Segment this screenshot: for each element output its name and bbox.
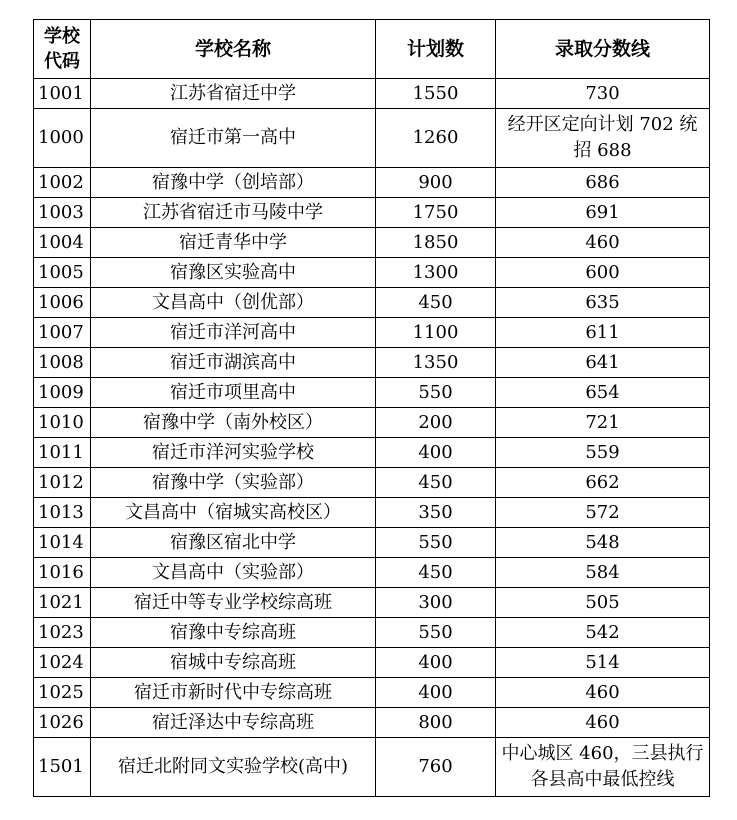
school-code: 1009 (34, 378, 91, 408)
school-code: 1004 (34, 228, 91, 258)
school-code: 1002 (34, 168, 91, 198)
school-code: 1001 (34, 79, 91, 109)
school-name: 文昌高中（创优部） (91, 288, 376, 318)
school-code: 1012 (34, 468, 91, 498)
table-row (34, 228, 710, 258)
plan-count: 550 (376, 378, 496, 408)
cutoff-score: 559 (496, 438, 710, 468)
school-name: 文昌高中（实验部） (91, 558, 376, 588)
plan-count: 1260 (376, 109, 496, 168)
table-row (34, 348, 710, 378)
table-row (34, 79, 710, 109)
plan-count: 760 (376, 738, 496, 797)
table-row (34, 288, 710, 318)
school-code: 1000 (34, 109, 91, 168)
school-code: 1025 (34, 678, 91, 708)
header-plan-count: 计划数 (376, 20, 496, 79)
school-code: 1008 (34, 348, 91, 378)
school-code: 1021 (34, 588, 91, 618)
school-code: 1014 (34, 528, 91, 558)
school-name: 宿迁市洋河实验学校 (91, 438, 376, 468)
table-row (34, 318, 710, 348)
table-row (34, 498, 710, 528)
school-name: 宿迁市湖滨高中 (91, 348, 376, 378)
school-name: 江苏省宿迁中学 (91, 79, 376, 109)
table-row (34, 258, 710, 288)
cutoff-score: 中心城区 460，三县执行各县高中最低控线 (496, 738, 710, 797)
school-code: 1005 (34, 258, 91, 288)
cutoff-score: 505 (496, 588, 710, 618)
table-row (34, 678, 710, 708)
cutoff-score: 460 (496, 708, 710, 738)
header-school-name: 学校名称 (91, 20, 376, 79)
school-name: 宿豫中学（创培部） (91, 168, 376, 198)
plan-count: 450 (376, 558, 496, 588)
cutoff-score: 548 (496, 528, 710, 558)
table-row (34, 168, 710, 198)
school-name: 宿迁市第一高中 (91, 109, 376, 168)
cutoff-score: 611 (496, 318, 710, 348)
table-header-row (34, 20, 710, 79)
table-row (34, 378, 710, 408)
school-code: 1024 (34, 648, 91, 678)
plan-count: 450 (376, 288, 496, 318)
plan-count: 1850 (376, 228, 496, 258)
school-name: 宿迁市项里高中 (91, 378, 376, 408)
table-row (34, 648, 710, 678)
school-code: 1016 (34, 558, 91, 588)
school-name: 宿城中专综高班 (91, 648, 376, 678)
plan-count: 1300 (376, 258, 496, 288)
plan-count: 400 (376, 648, 496, 678)
school-code: 1006 (34, 288, 91, 318)
cutoff-score: 600 (496, 258, 710, 288)
cutoff-score: 721 (496, 408, 710, 438)
cutoff-score: 641 (496, 348, 710, 378)
table-row (34, 109, 710, 168)
school-name: 宿迁青华中学 (91, 228, 376, 258)
cutoff-score: 654 (496, 378, 710, 408)
table-row (34, 588, 710, 618)
cutoff-score: 686 (496, 168, 710, 198)
table-row (34, 198, 710, 228)
school-name: 江苏省宿迁市马陵中学 (91, 198, 376, 228)
plan-count: 1750 (376, 198, 496, 228)
cutoff-score: 572 (496, 498, 710, 528)
table-row (34, 738, 710, 797)
admission-table (33, 19, 710, 797)
school-name: 宿豫中学（实验部） (91, 468, 376, 498)
cutoff-score: 542 (496, 618, 710, 648)
cutoff-score: 514 (496, 648, 710, 678)
school-code: 1011 (34, 438, 91, 468)
school-name: 宿迁北附同文实验学校(高中) (91, 738, 376, 797)
table-row (34, 408, 710, 438)
school-name: 宿豫区实验高中 (91, 258, 376, 288)
plan-count: 800 (376, 708, 496, 738)
cutoff-score: 经开区定向计划 702 统招 688 (496, 109, 710, 168)
school-name: 宿迁市洋河高中 (91, 318, 376, 348)
cutoff-score: 730 (496, 79, 710, 109)
table-row (34, 438, 710, 468)
school-name: 宿豫区宿北中学 (91, 528, 376, 558)
plan-count: 1550 (376, 79, 496, 109)
school-name: 宿迁市新时代中专综高班 (91, 678, 376, 708)
cutoff-score: 460 (496, 678, 710, 708)
plan-count: 400 (376, 438, 496, 468)
plan-count: 900 (376, 168, 496, 198)
table-row (34, 528, 710, 558)
table-body (34, 79, 710, 797)
cutoff-score: 584 (496, 558, 710, 588)
school-name: 文昌高中（宿城实高校区） (91, 498, 376, 528)
table-row (34, 708, 710, 738)
cutoff-score: 460 (496, 228, 710, 258)
header-cutoff-score: 录取分数线 (496, 20, 710, 79)
cutoff-score: 635 (496, 288, 710, 318)
school-name: 宿迁泽达中专综高班 (91, 708, 376, 738)
plan-count: 200 (376, 408, 496, 438)
school-code: 1026 (34, 708, 91, 738)
cutoff-score: 662 (496, 468, 710, 498)
plan-count: 550 (376, 618, 496, 648)
school-code: 1013 (34, 498, 91, 528)
plan-count: 450 (376, 468, 496, 498)
plan-count: 350 (376, 498, 496, 528)
plan-count: 300 (376, 588, 496, 618)
plan-count: 1350 (376, 348, 496, 378)
school-code: 1010 (34, 408, 91, 438)
school-name: 宿豫中专综高班 (91, 618, 376, 648)
header-school-code: 学校代码 (34, 20, 91, 79)
school-name: 宿豫中学（南外校区） (91, 408, 376, 438)
plan-count: 1100 (376, 318, 496, 348)
table-row (34, 618, 710, 648)
table-row (34, 558, 710, 588)
school-code: 1007 (34, 318, 91, 348)
school-code: 1003 (34, 198, 91, 228)
plan-count: 550 (376, 528, 496, 558)
school-code: 1501 (34, 738, 91, 797)
plan-count: 400 (376, 678, 496, 708)
school-name: 宿迁中等专业学校综高班 (91, 588, 376, 618)
school-code: 1023 (34, 618, 91, 648)
cutoff-score: 691 (496, 198, 710, 228)
table-row (34, 468, 710, 498)
